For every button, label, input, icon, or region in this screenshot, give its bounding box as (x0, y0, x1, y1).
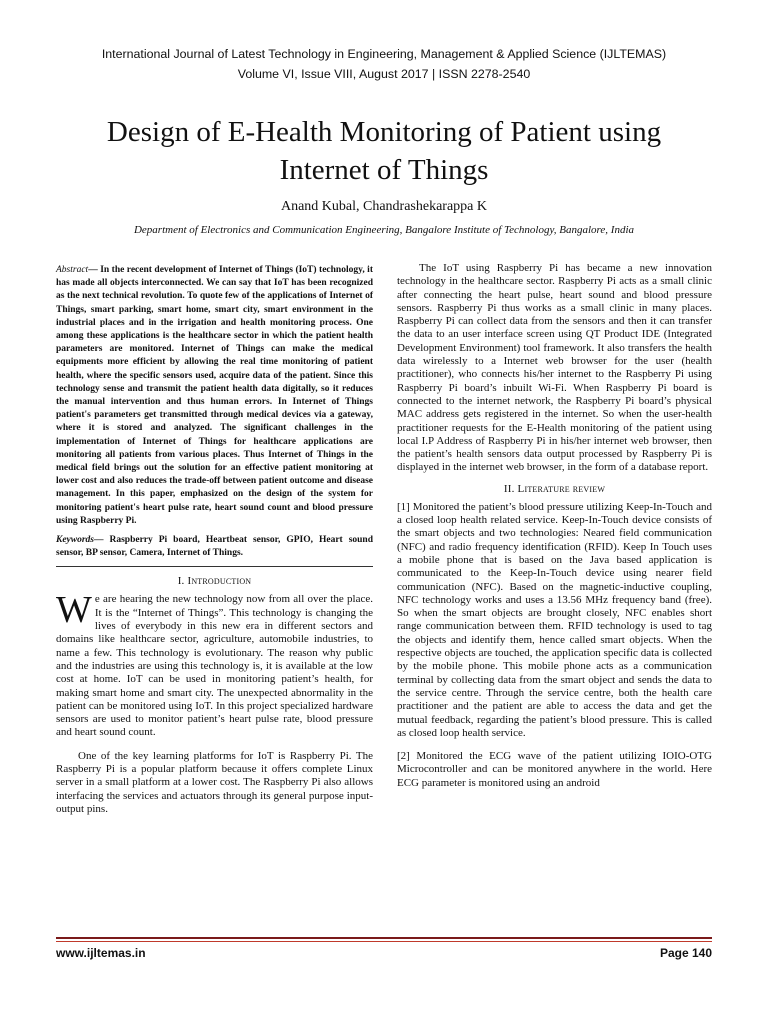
abstract-text: — In the recent development of Internet of Things (IoT) technology, it has made all objects interconnected. We can say that IoT has been recognized as the next technical revolution. To quote few of the applications of Internet of Things, smart parking, smart home, smart city, smart environment in the industrial places and in the irrigation and health monitoring process. One among these applications is the healthcare sector in which the patient health parameters are monitored. Internet of Things can make the medical equipments more efficient by allowing the real time monitoring of patient health, where the specific sensors used, acquire data of the patient. Since this technology sense and transmit the patient health data digitally, so it reduces the manual intervention and thus human errors. In Internet of Things patient's parameters get transmitted through medical devices via a gateway, where it is stored and analyzed. The significant challenges in the implementation of Internet of Things for healthcare applications are monitoring all patients from various places. Thus Internet of Things in the medical field brings out the solution for an effective patient monitoring at lower cost and also reduces the trade-off between patient outcome and disease management. In this paper, emphasized on the design of the system for monitoring patient's heart pulse rate, heart sound count and blood pressure using Raspberry Pi. (56, 265, 373, 526)
journal-name: International Journal of Latest Technology in Engineering, Management & Applied Science (IJLTEMAS) (101, 47, 667, 61)
journal-header (0, 44, 768, 84)
intro-paragraph-1 (56, 589, 373, 739)
keywords (56, 534, 373, 560)
paper-title-line-1: Design of E-Health Monitoring of Patient using (106, 116, 662, 148)
keywords-divider (56, 566, 373, 567)
paper-title-line-2: Internet of Things (279, 154, 489, 186)
literature-paragraph-1: [1] Monitored the patient’s blood pressure utilizing Keep-In-Touch and a closed loop health related service. Keep-In-Touch device consists of the smart objects and two technologies: Neared field communication (NFC) and radio frequency identification (RFID). Keep In Touch uses a mobile phone that is based on the Java based application is communicated to the Keep-In-Touch device using nearer field communication (NFC). Based on the magnetic-inductive coupling, NFC technology works and uses a 13.56 MHz frequency band (free). So when the smart objects are brought closely, NFC enables short range communication between them. RFID technology is used to tag the objects and identify them, hence called smart objects. When the respective objects are touched, the application specific data is collected by the mobile phone. This mobile phone acts as a communication terminal by collecting data from the smart object and sends the data to the service centre. Through the service centre, both the health care practitioner and the patient are able to access the data and get the mutual feedback, regarding the patient’s blood pressure. This is called as closed loop health service. (397, 500, 712, 739)
page-number: Page 140 (659, 946, 712, 960)
intro-paragraph-2: One of the key learning platforms for IoT is Raspberry Pi. The Raspberry Pi is a popular platform because it offers complete Linux server in a small platform at a lower cost. The Raspberry Pi also allows interfacing the services and actuators through its general purpose input-output pins. (56, 749, 373, 815)
abstract (56, 264, 373, 528)
footer-url[interactable]: www.ijltemas.in (56, 946, 146, 960)
right-paragraph-1: The IoT using Raspberry Pi has became a new innovation technology in the healthcare sector. Raspberry Pi acts as a small clinic after connecting the heart pulse, heart sound and blood pressure sensors. Raspberry Pi thus works as a small clinic in many places. Raspberry Pi can collect data from the sensors and then it can transfer the data to an user interface screen using QT Product IDE (Integrated Development Environment) tool framework. It also transfers the health data wirelessly to a Internet web browser for the user (health practitioner), who connects his/her internet to the Raspberry Pi using Raspberry Pi board’s inbuilt Wi-Fi. When Raspberry Pi board is connected to the internet network, the Raspberry Pi board’s physical MAC address gets registered in the internet. So when the user-health practitioner requests for the E-Health monitoring of the patient using local I.P Address of Raspberry Pi in his/her internet web browser, then the patient’s health sensors data output processed by Raspberry Pi is displayed in the internet web browser, in the form of a database report. (397, 262, 712, 474)
section-heading-introduction: I. Introduction (177, 575, 252, 588)
abstract-label: Abstract (56, 265, 89, 275)
literature-paragraph-2: [2] Monitored the ECG wave of the patient utilizing IOIO-OTG Microcontroller and can be monitored anywhere in the world. Here ECG parameter is monitored using an android (397, 750, 712, 789)
right-column (397, 262, 712, 790)
left-column (56, 264, 373, 816)
authors: Anand Kubal, Chandrashekarappa K (280, 199, 488, 214)
intro-paragraph-1-text: e are hearing the new technology now from all over the place. It is the “Internet of Things”. This technology is changing the lives of everybody in this new era in different sectors and domains like healthcare sector, agriculture, automobile industries, to name a few. This technology is evolutionary. The reason why public and the industries are using this technology is, it is available at the low cost at home. IoT can be used in monitoring patient’s health, for making smart home and smart city. The unexpected abnormality in the patient can be monitored using IoT. In this project specialized hardware sensors are used to monitor patient’s heart pulse rate, blood pressure and heart sound count. (56, 593, 373, 739)
keywords-label: Keywords (56, 535, 94, 546)
section-heading-literature-review: II. Literature review (503, 482, 606, 495)
footer-divider-accent (56, 941, 712, 942)
affiliation: Department of Electronics and Communication Engineering, Bangalore Institute of Technology, Bangalore, India (133, 224, 635, 236)
dropcap: W (56, 589, 92, 632)
footer-divider (56, 937, 712, 939)
keywords-text: — Raspberry Pi board, Heartbeat sensor, GPIO, Heart sound sensor, BP sensor, Camera, Internet of Things. (56, 535, 373, 559)
journal-issue: Volume VI, Issue VIII, August 2017 | ISSN 2278-2540 (237, 67, 531, 81)
paper-title (60, 113, 708, 189)
